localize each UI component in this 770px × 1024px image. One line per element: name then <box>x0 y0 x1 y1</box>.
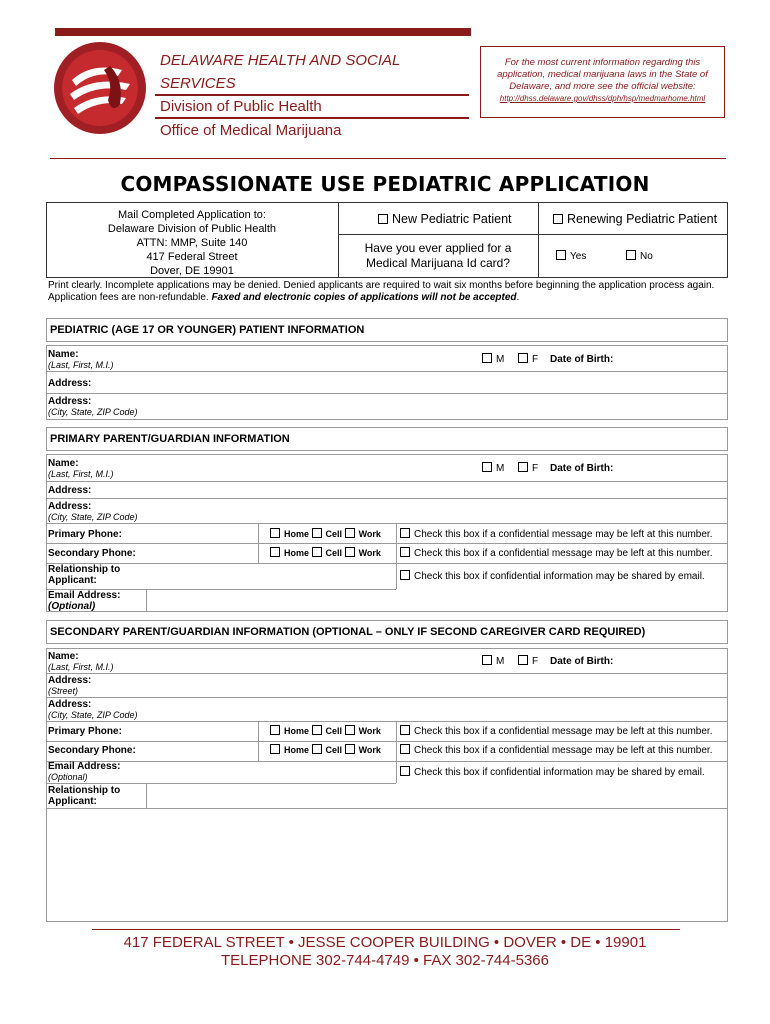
patient-male-label: M <box>496 354 505 365</box>
secondary-city-label: Address: <box>48 699 92 710</box>
footer-address: 417 FEDERAL STREET • JESSE COOPER BUILDING • DOVER • DE • 19901 <box>123 934 647 951</box>
row-divider <box>46 721 728 722</box>
org-name-line2: SERVICES <box>160 75 236 92</box>
sg-email-consent-option[interactable] <box>400 766 705 778</box>
primary-confidential-message-option[interactable] <box>400 528 713 540</box>
col-divider <box>146 589 147 612</box>
cell-label: Cell <box>325 529 343 539</box>
home-label: Home <box>284 548 310 558</box>
row-divider <box>46 371 728 372</box>
col-divider <box>396 523 397 589</box>
row-divider <box>46 543 728 544</box>
new-patient-label: New Pediatric Patient <box>392 212 512 226</box>
secondary-female-label: F <box>532 656 539 667</box>
row-divider <box>46 761 728 762</box>
row-divider <box>46 783 396 784</box>
confidential-message-label: Check this box if a confidential message may be left at this number. <box>414 548 713 559</box>
sg-email-label: Email Address: <box>48 761 121 772</box>
patient-city-hint: (City, State, ZIP Code) <box>48 407 138 417</box>
relationship-label-line2: Applicant: <box>48 575 97 586</box>
primary-dob-label: Date of Birth: <box>550 463 614 474</box>
confidential-message-label: Check this box if a confidential message may be left at this number. <box>414 529 713 540</box>
email-consent-option[interactable] <box>400 570 705 582</box>
website-info-text: For the most current information regarding this application, medical marijuana laws in the State of Delaware, and more see the official website: <box>497 57 708 92</box>
email-consent-label: Check this box if confidential information may be shared by email. <box>414 767 705 778</box>
row-divider <box>46 523 728 524</box>
patient-city-label: Address: <box>48 396 92 407</box>
division-divider <box>155 117 469 119</box>
mail-address <box>46 208 338 278</box>
patient-dob-label: Date of Birth: <box>550 354 614 365</box>
work-label: Work <box>358 726 381 736</box>
row-divider <box>146 589 396 590</box>
mail-line: ATTN: MMP, Suite 140 <box>136 237 248 249</box>
footer-phone: TELEPHONE 302-744-4749 • FAX 302-744-5366 <box>221 952 549 969</box>
secondary-dob-label: Date of Birth: <box>550 656 614 667</box>
row-divider <box>46 393 728 394</box>
secondary-home-checkbox[interactable] <box>270 547 280 557</box>
sg-primary-confidential-checkbox[interactable] <box>400 725 410 735</box>
cell-label: Cell <box>325 726 343 736</box>
sg-primary-phone-type <box>270 725 381 736</box>
relationship-label-line2: Applicant: <box>48 796 97 807</box>
mail-line: Delaware Division of Public Health <box>107 223 277 235</box>
instructions-period: . <box>516 292 520 303</box>
sg-secondary-confidential-checkbox[interactable] <box>400 744 410 754</box>
applied-no-label: No <box>640 251 653 262</box>
sg-relationship-label <box>48 785 120 807</box>
website-info-box <box>480 46 725 118</box>
cell-label: Cell <box>325 548 343 558</box>
sg-primary-home-checkbox[interactable] <box>270 725 280 735</box>
primary-phone-type <box>270 528 381 539</box>
relationship-label <box>48 564 120 586</box>
page-title: COMPASSIONATE USE PEDIATRIC APPLICATION <box>120 172 650 196</box>
sg-secondary-phone-type <box>270 744 381 755</box>
patient-section-header: PEDIATRIC (AGE 17 OR YOUNGER) PATIENT INFORMATION <box>46 318 728 342</box>
patient-male-option[interactable] <box>482 353 504 365</box>
secondary-phone-type <box>270 547 381 558</box>
primary-work-checkbox[interactable] <box>345 528 355 538</box>
primary-confidential-checkbox[interactable] <box>400 528 410 538</box>
secondary-name-label: Name: <box>48 651 79 662</box>
secondary-male-option[interactable] <box>482 655 504 667</box>
primary-section-header: PRIMARY PARENT/GUARDIAN INFORMATION <box>46 427 728 451</box>
sg-email-optional: (Optional) <box>48 772 88 782</box>
primary-male-label: M <box>496 463 505 474</box>
sg-primary-confidential-option[interactable] <box>400 725 713 737</box>
header-divider <box>50 158 726 159</box>
sg-primary-work-checkbox[interactable] <box>345 725 355 735</box>
patient-name-hint: (Last, First, M.I.) <box>48 360 114 370</box>
org-name-line1: DELAWARE HEALTH AND SOCIAL <box>160 52 401 69</box>
work-label: Work <box>358 529 381 539</box>
primary-female-option[interactable] <box>518 462 538 474</box>
applied-question-line1: Have you ever applied for a <box>364 241 512 255</box>
header-bar <box>55 28 471 36</box>
primary-female-label: F <box>532 463 539 474</box>
secondary-confidential-message-option[interactable] <box>400 547 713 559</box>
sg-primary-phone-label: Primary Phone: <box>48 726 122 737</box>
instructions-text: Print clearly. Incomplete applications may be denied. Denied applicants are required to wait six months before beginning the application process again. Application fees are non-refundable. <box>48 280 715 303</box>
primary-female-checkbox[interactable] <box>518 462 528 472</box>
renewing-patient-option[interactable] <box>553 212 717 226</box>
secondary-city-hint: (City, State, ZIP Code) <box>48 710 138 720</box>
secondary-street-hint: (Street) <box>48 686 79 696</box>
mail-line: 417 Federal Street <box>146 251 238 263</box>
secondary-confidential-checkbox[interactable] <box>400 547 410 557</box>
dhss-logo <box>52 40 148 136</box>
home-label: Home <box>284 726 310 736</box>
primary-home-checkbox[interactable] <box>270 528 280 538</box>
row-divider <box>46 808 728 809</box>
primary-male-option[interactable] <box>482 462 504 474</box>
row-divider <box>46 481 728 482</box>
new-patient-option[interactable] <box>378 212 512 226</box>
secondary-info-block <box>46 648 728 922</box>
primary-address-label: Address: <box>48 485 92 496</box>
secondary-work-checkbox[interactable] <box>345 547 355 557</box>
applied-question-line2: Medical Marijuana Id card? <box>365 256 511 270</box>
applied-yes-label: Yes <box>570 251 587 262</box>
relationship-label-line1: Relationship to <box>48 785 121 796</box>
row-divider <box>46 741 728 742</box>
applied-yes-checkbox[interactable] <box>556 250 566 260</box>
secondary-female-option[interactable] <box>518 655 538 667</box>
secondary-street-label: Address: <box>48 675 92 686</box>
col-divider <box>396 721 397 783</box>
new-patient-checkbox[interactable] <box>378 214 388 224</box>
primary-male-checkbox[interactable] <box>482 462 492 472</box>
mail-divider <box>338 234 728 235</box>
secondary-phone-label: Secondary Phone: <box>48 548 136 559</box>
secondary-male-checkbox[interactable] <box>482 655 492 665</box>
work-label: Work <box>358 548 381 558</box>
patient-male-checkbox[interactable] <box>482 353 492 363</box>
applied-no-option[interactable] <box>626 250 653 262</box>
confidential-message-label: Check this box if a confidential message may be left at this number. <box>414 726 713 737</box>
email-consent-checkbox[interactable] <box>400 570 410 580</box>
row-divider <box>46 673 728 674</box>
office-name: Office of Medical Marijuana <box>160 122 342 139</box>
instructions-emphasis: Faxed and electronic copies of applications will not be accepted <box>211 292 517 303</box>
home-label: Home <box>284 529 310 539</box>
instructions-notice <box>48 280 728 304</box>
mail-line: Dover, DE 19901 <box>150 265 234 277</box>
patient-info-block <box>46 345 728 420</box>
sg-secondary-confidential-option[interactable] <box>400 744 713 756</box>
secondary-cell-checkbox[interactable] <box>312 547 322 557</box>
home-label: Home <box>284 745 310 755</box>
mail-divider <box>538 202 539 278</box>
mail-line: Mail Completed Application to: <box>118 209 266 221</box>
applied-yes-option[interactable] <box>556 250 586 262</box>
primary-name-hint: (Last, First, M.I.) <box>48 469 114 479</box>
primary-email-label: Email Address: <box>48 590 121 601</box>
patient-female-checkbox[interactable] <box>518 353 528 363</box>
footer-divider <box>92 929 680 930</box>
secondary-name-hint: (Last, First, M.I.) <box>48 662 114 672</box>
secondary-male-label: M <box>496 656 505 667</box>
renewing-patient-label: Renewing Pediatric Patient <box>567 212 718 226</box>
row-divider <box>46 697 728 698</box>
patient-female-option[interactable] <box>518 353 538 365</box>
sg-secondary-work-checkbox[interactable] <box>345 744 355 754</box>
row-divider <box>46 498 728 499</box>
renewing-patient-checkbox[interactable] <box>553 214 563 224</box>
secondary-female-checkbox[interactable] <box>518 655 528 665</box>
work-label: Work <box>358 745 381 755</box>
patient-name-label: Name: <box>48 349 79 360</box>
email-consent-label: Check this box if confidential information may be shared by email. <box>414 571 705 582</box>
division-name: Division of Public Health <box>160 98 322 115</box>
col-divider <box>146 783 147 808</box>
org-divider <box>155 94 469 96</box>
relationship-label-line1: Relationship to <box>48 564 121 575</box>
row-divider <box>46 563 728 564</box>
sg-email-consent-checkbox[interactable] <box>400 766 410 776</box>
sg-primary-cell-checkbox[interactable] <box>312 725 322 735</box>
primary-email-optional: (Optional) <box>48 601 96 612</box>
primary-city-hint: (City, State, ZIP Code) <box>48 512 138 522</box>
patient-address-label: Address: <box>48 378 92 389</box>
cell-label: Cell <box>325 745 343 755</box>
primary-phone-label: Primary Phone: <box>48 529 122 540</box>
applied-question <box>338 241 538 271</box>
primary-city-label: Address: <box>48 501 92 512</box>
applied-no-checkbox[interactable] <box>626 250 636 260</box>
primary-cell-checkbox[interactable] <box>312 528 322 538</box>
secondary-section-header: SECONDARY PARENT/GUARDIAN INFORMATION (OPTIONAL – ONLY IF SECOND CAREGIVER CARD REQUIRED) <box>46 620 728 644</box>
sg-secondary-home-checkbox[interactable] <box>270 744 280 754</box>
sg-secondary-cell-checkbox[interactable] <box>312 744 322 754</box>
patient-female-label: F <box>532 354 539 365</box>
confidential-message-label: Check this box if a confidential message may be left at this number. <box>414 745 713 756</box>
website-link[interactable]: http://dhss.delaware.gov/dhss/dph/hsp/medmarhome.html <box>499 94 706 103</box>
primary-name-label: Name: <box>48 458 79 469</box>
sg-secondary-phone-label: Secondary Phone: <box>48 745 136 756</box>
